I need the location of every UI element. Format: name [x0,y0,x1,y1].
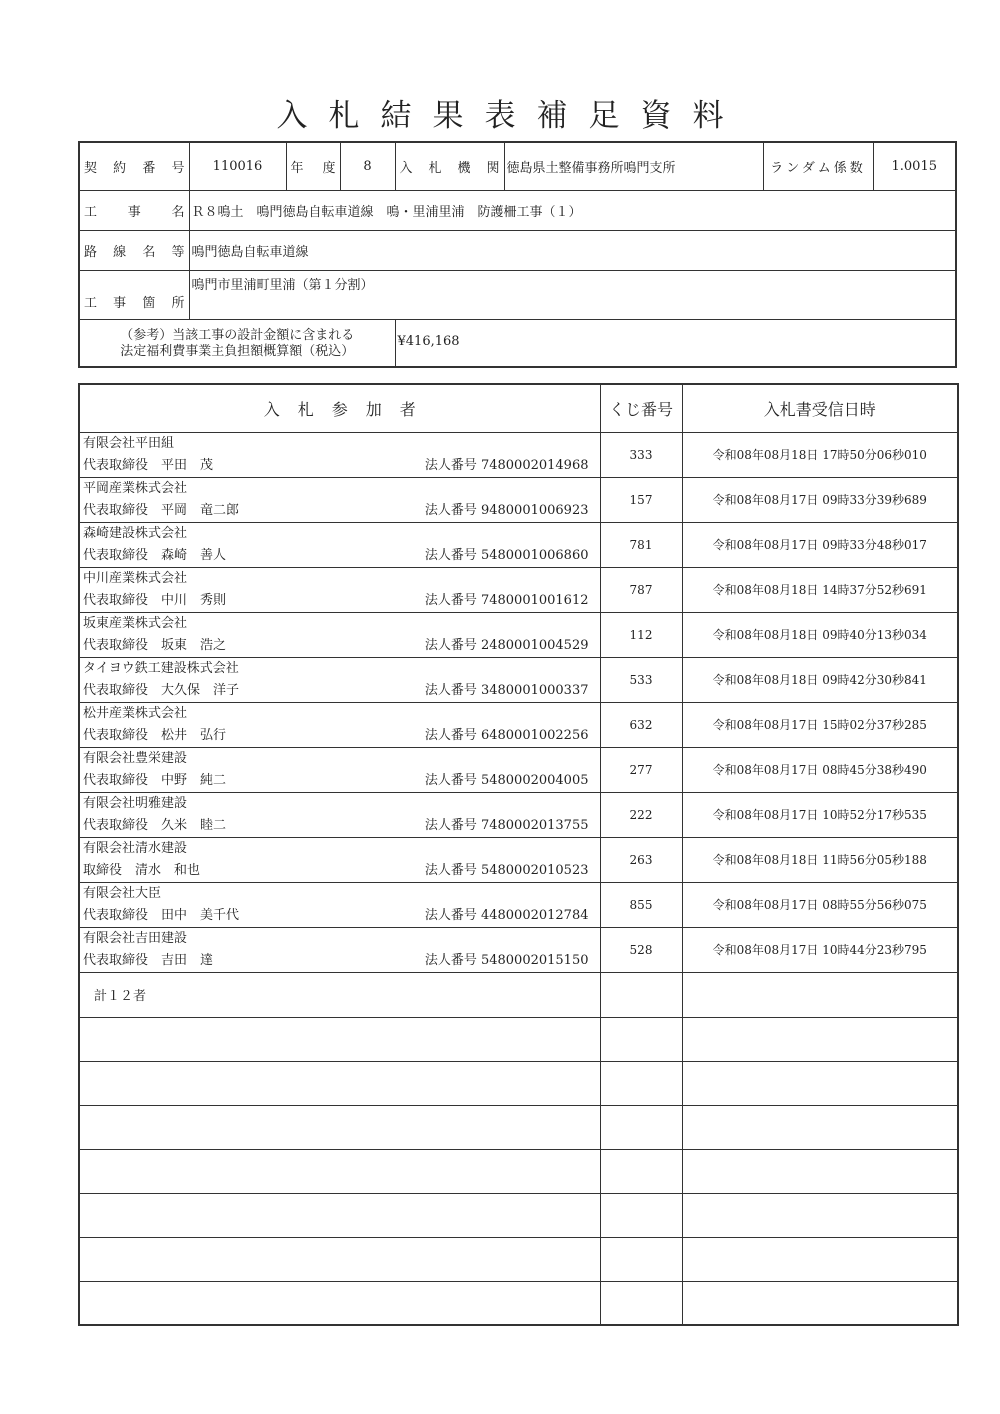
bidder-representative: 代表取締役 中野 純二 [83,772,227,788]
lot-number: 157 [600,477,682,522]
bidder-corporate-number: 法人番号 2480001004529 [424,637,589,653]
bidder-corporate-number: 法人番号 5480002015150 [424,952,589,968]
bidder-company: 有限会社豊栄建設 [83,750,188,766]
bidder-corporate-number: 法人番号 6480001002256 [424,727,589,743]
bidder-corporate-number: 法人番号 5480002010523 [424,862,589,878]
received-time: 令和08年08月18日 09時40分13秒034 [682,612,958,657]
bidder-representative: 代表取締役 久米 睦二 [83,817,227,833]
agency-label: 入 札 機 関 [395,142,504,190]
site-label: 工 事 箇 所 [79,270,189,319]
received-time: 令和08年08月17日 10時52分17秒535 [682,792,958,837]
bidder-corporate-number: 法人番号 3480001000337 [424,682,589,698]
bidder-row [79,567,958,612]
bidder-company: 平岡産業株式会社 [83,480,188,496]
random-coefficient: 1.0015 [873,142,956,190]
route-label: 路 線 名 等 [79,230,189,270]
contract-no-label: 契 約 番 号 [79,142,189,190]
bidder-corporate-number: 法人番号 7480002014968 [424,457,589,473]
bidder-cell [79,927,600,972]
bidder-row [79,792,958,837]
bidder-company: 有限会社明雅建設 [83,795,188,811]
bidder-corporate-number: 法人番号 4480002012784 [424,907,589,923]
lot-number: 277 [600,747,682,792]
bidder-corporate-number: 法人番号 7480001001612 [424,592,589,608]
bidder-representative: 代表取締役 森崎 善人 [83,547,227,563]
received-time: 令和08年08月18日 11時56分05秒188 [682,837,958,882]
welfare-reference-label: （参考）当該工事の設計金額に含まれる 法定福利費事業主負担額概算額（税込） [79,319,395,367]
bidder-representative: 代表取締役 吉田 達 [83,952,214,968]
bidder-cell [79,612,600,657]
bidder-representative: 代表取締役 松井 弘行 [83,727,227,743]
bidder-representative: 代表取締役 大久保 洋子 [83,682,240,698]
work-name-label: 工 事 名 [79,190,189,230]
bidder-representative: 代表取締役 田中 美千代 [83,907,240,923]
bidder-row [79,612,958,657]
route-name: 鳴門徳島自転車道線 [189,230,956,270]
empty-row [79,1061,958,1105]
bidder-row [79,522,958,567]
bidders-table [78,383,959,1326]
bidder-representative: 代表取締役 中川 秀則 [83,592,227,608]
bidder-company: 坂東産業株式会社 [83,615,188,631]
bidder-row [79,837,958,882]
received-time: 令和08年08月17日 10時44分23秒795 [682,927,958,972]
bidder-corporate-number: 法人番号 5480002004005 [424,772,589,788]
year-label: 年 度 [286,142,340,190]
bidder-cell [79,837,600,882]
year: 8 [340,142,395,190]
received-time-header: 入札書受信日時 [682,384,958,432]
bidder-cell [79,432,600,477]
bidder-representative: 代表取締役 平田 茂 [83,457,214,473]
received-time: 令和08年08月17日 09時33分39秒689 [682,477,958,522]
empty-cell [600,972,682,1017]
bidder-representative: 代表取締役 平岡 竜二郎 [83,502,240,518]
bidder-company: タイヨウ鉄工建設株式会社 [83,660,239,676]
bidder-cell [79,792,600,837]
bidder-row [79,657,958,702]
lot-number: 333 [600,432,682,477]
lot-number: 781 [600,522,682,567]
bidder-cell [79,477,600,522]
bidder-representative: 取締役 清水 和也 [83,862,201,878]
bidder-row [79,747,958,792]
bidder-cell [79,522,600,567]
bidder-corporate-number: 法人番号 7480002013755 [424,817,589,833]
bidder-corporate-number: 法人番号 5480001006860 [424,547,589,563]
agency: 徳島県土整備事務所鳴門支所 [504,142,763,190]
received-time: 令和08年08月18日 09時42分30秒841 [682,657,958,702]
received-time: 令和08年08月17日 09時33分48秒017 [682,522,958,567]
empty-row [79,1017,958,1061]
bidder-row [79,432,958,477]
bidder-company: 中川産業株式会社 [83,570,188,586]
contract-no: 110016 [189,142,286,190]
bidder-corporate-number: 法人番号 9480001006923 [424,502,589,518]
received-time: 令和08年08月17日 15時02分37秒285 [682,702,958,747]
bidder-cell [79,882,600,927]
empty-row [79,1237,958,1281]
bidder-company: 松井産業株式会社 [83,705,188,721]
bidder-company: 有限会社平田組 [83,435,175,451]
work-name: Ｒ８鳴土 鳴門徳島自転車道線 鳴・里浦里浦 防護柵工事（１） [189,190,956,230]
page-title: 入札結果表補足資料 [276,98,745,134]
empty-row [79,1105,958,1149]
empty-row [79,1193,958,1237]
bidder-cell [79,702,600,747]
received-time: 令和08年08月18日 14時37分52秒691 [682,567,958,612]
lot-number: 787 [600,567,682,612]
bidder-row [79,927,958,972]
lot-number: 112 [600,612,682,657]
lot-number: 855 [600,882,682,927]
bidder-row [79,702,958,747]
lot-number-header: くじ番号 [600,384,682,432]
contract-info-table [78,141,957,368]
participants-header: 入札参加者 [79,384,600,432]
bidder-row [79,477,958,522]
bidder-cell [79,747,600,792]
bidder-cell [79,567,600,612]
welfare-reference-amount: ¥416,168 [395,319,956,367]
bidder-company: 有限会社吉田建設 [83,930,188,946]
empty-cell [682,972,958,1017]
bidder-company: 有限会社大臣 [83,885,162,901]
lot-number: 533 [600,657,682,702]
work-site: 鳴門市里浦町里浦（第１分割） [189,270,956,319]
received-time: 令和08年08月17日 08時45分38秒490 [682,747,958,792]
lot-number: 632 [600,702,682,747]
random-label: ランダム係数 [763,142,873,190]
bidder-representative: 代表取締役 坂東 浩之 [83,637,227,653]
lot-number: 528 [600,927,682,972]
bidder-company: 有限会社清水建設 [83,840,188,856]
received-time: 令和08年08月18日 17時50分06秒010 [682,432,958,477]
bidder-cell [79,657,600,702]
total-count: 計１２者 [79,972,600,1017]
lot-number: 222 [600,792,682,837]
empty-row [79,1281,958,1325]
lot-number: 263 [600,837,682,882]
bidder-company: 森崎建設株式会社 [83,525,188,541]
bidder-row [79,882,958,927]
empty-row [79,1149,958,1193]
received-time: 令和08年08月17日 08時55分56秒075 [682,882,958,927]
